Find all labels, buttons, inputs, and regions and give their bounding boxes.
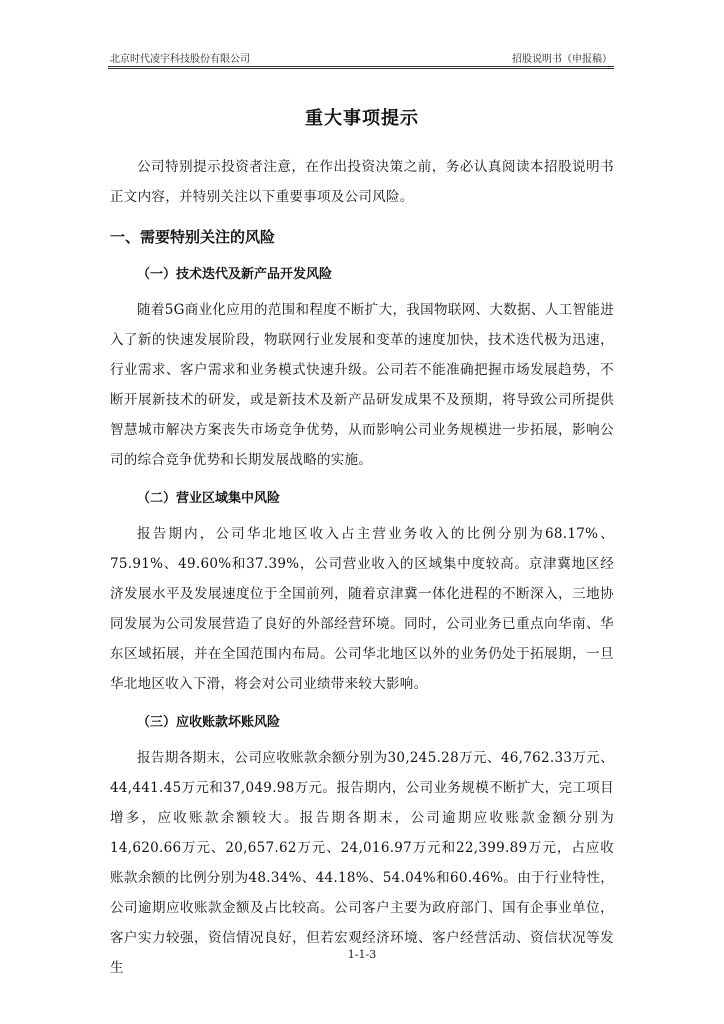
page-header bbox=[108, 50, 614, 66]
header-company: 北京时代凌宇科技股份有限公司 bbox=[110, 54, 250, 65]
section-heading-risks: 一、需要特别关注的风险 bbox=[110, 228, 276, 246]
subsection-heading-region: （二）营业区域集中风险 bbox=[137, 491, 281, 506]
page-number: 1-1-3 bbox=[347, 948, 377, 961]
spacer bbox=[110, 699, 614, 713]
subsection-heading-receivables: （三）应收账款坏账风险 bbox=[137, 715, 281, 730]
page-title: 重大事项提示 bbox=[305, 108, 419, 129]
header-rule-secondary bbox=[108, 68, 614, 69]
page-content bbox=[110, 100, 614, 983]
intro-paragraph: 公司特别提示投资者注意，在作出投资决策之前，务必认真阅读本招股说明书正文内容，并特别关注以下重要事项及公司风险。 bbox=[110, 159, 614, 205]
paragraph-region-risk: 报告期内，公司华北地区收入占主营业务收入的比例分别为68.17%、75.91%、49.60%和37.39%，公司营业收入的区域集中度较高。京津冀地区经济发展水平及发展速度位于全国前列，随着京津冀一体化进程的不断深入，三地协同发展为公司发展营造了良好的外部经营环境。同时，公司业务已重点向华南、华东区域拓展，并在全国范围内布局。公司华北地区以外的业务仍处于拓展期，一旦华北地区收入下滑，将会对公司业绩带来较大影响。 bbox=[110, 526, 614, 692]
paragraph-receivables-risk: 报告期各期末，公司应收账款余额分别为30,245.28万元、46,762.33万元、44,441.45万元和37,049.98万元。报告期内，公司业务规模不断扩大，完工项目增多，应收账款余额较大。报告期各期末，公司逾期应收账款金额分别为14,620.66万元、20,657.62万元、24,016.97万元和22,399.89万元，占应收账款余额的比例分别为48.34%、44.18%、54.04%和60.46%。由于行业特性，公司逾期应收账款金额及占比较高。公司客户主要为政府部门、国有企事业单位，客户实力较强，资信情况良好，但若宏观经济环境、客户经营活动、资信状况等发生 bbox=[110, 750, 614, 976]
paragraph-tech-risk: 随着5G商业化应用的范围和程度不断扩大，我国物联网、大数据、人工智能进入了新的快速发展阶段，物联网行业发展和变革的速度加快，技术迭代极为迅速，行业需求、客户需求和业务模式快速升级。公司若不能准确把握市场发展趋势，不断开展新技术的研发，或是新技术及新产品研发成果不及预期，将导致公司所提供智慧城市解决方案丧失市场竞争优势，从而影响公司业务规模进一步拓展，影响公司的综合竞争优势和长期发展战略的实施。 bbox=[110, 302, 614, 468]
subsection-heading-tech: （一）技术迭代及新产品开发风险 bbox=[137, 267, 333, 282]
spacer bbox=[110, 475, 614, 489]
header-doc-type: 招股说明书（申报稿） bbox=[512, 54, 612, 65]
header-rule bbox=[108, 66, 614, 67]
